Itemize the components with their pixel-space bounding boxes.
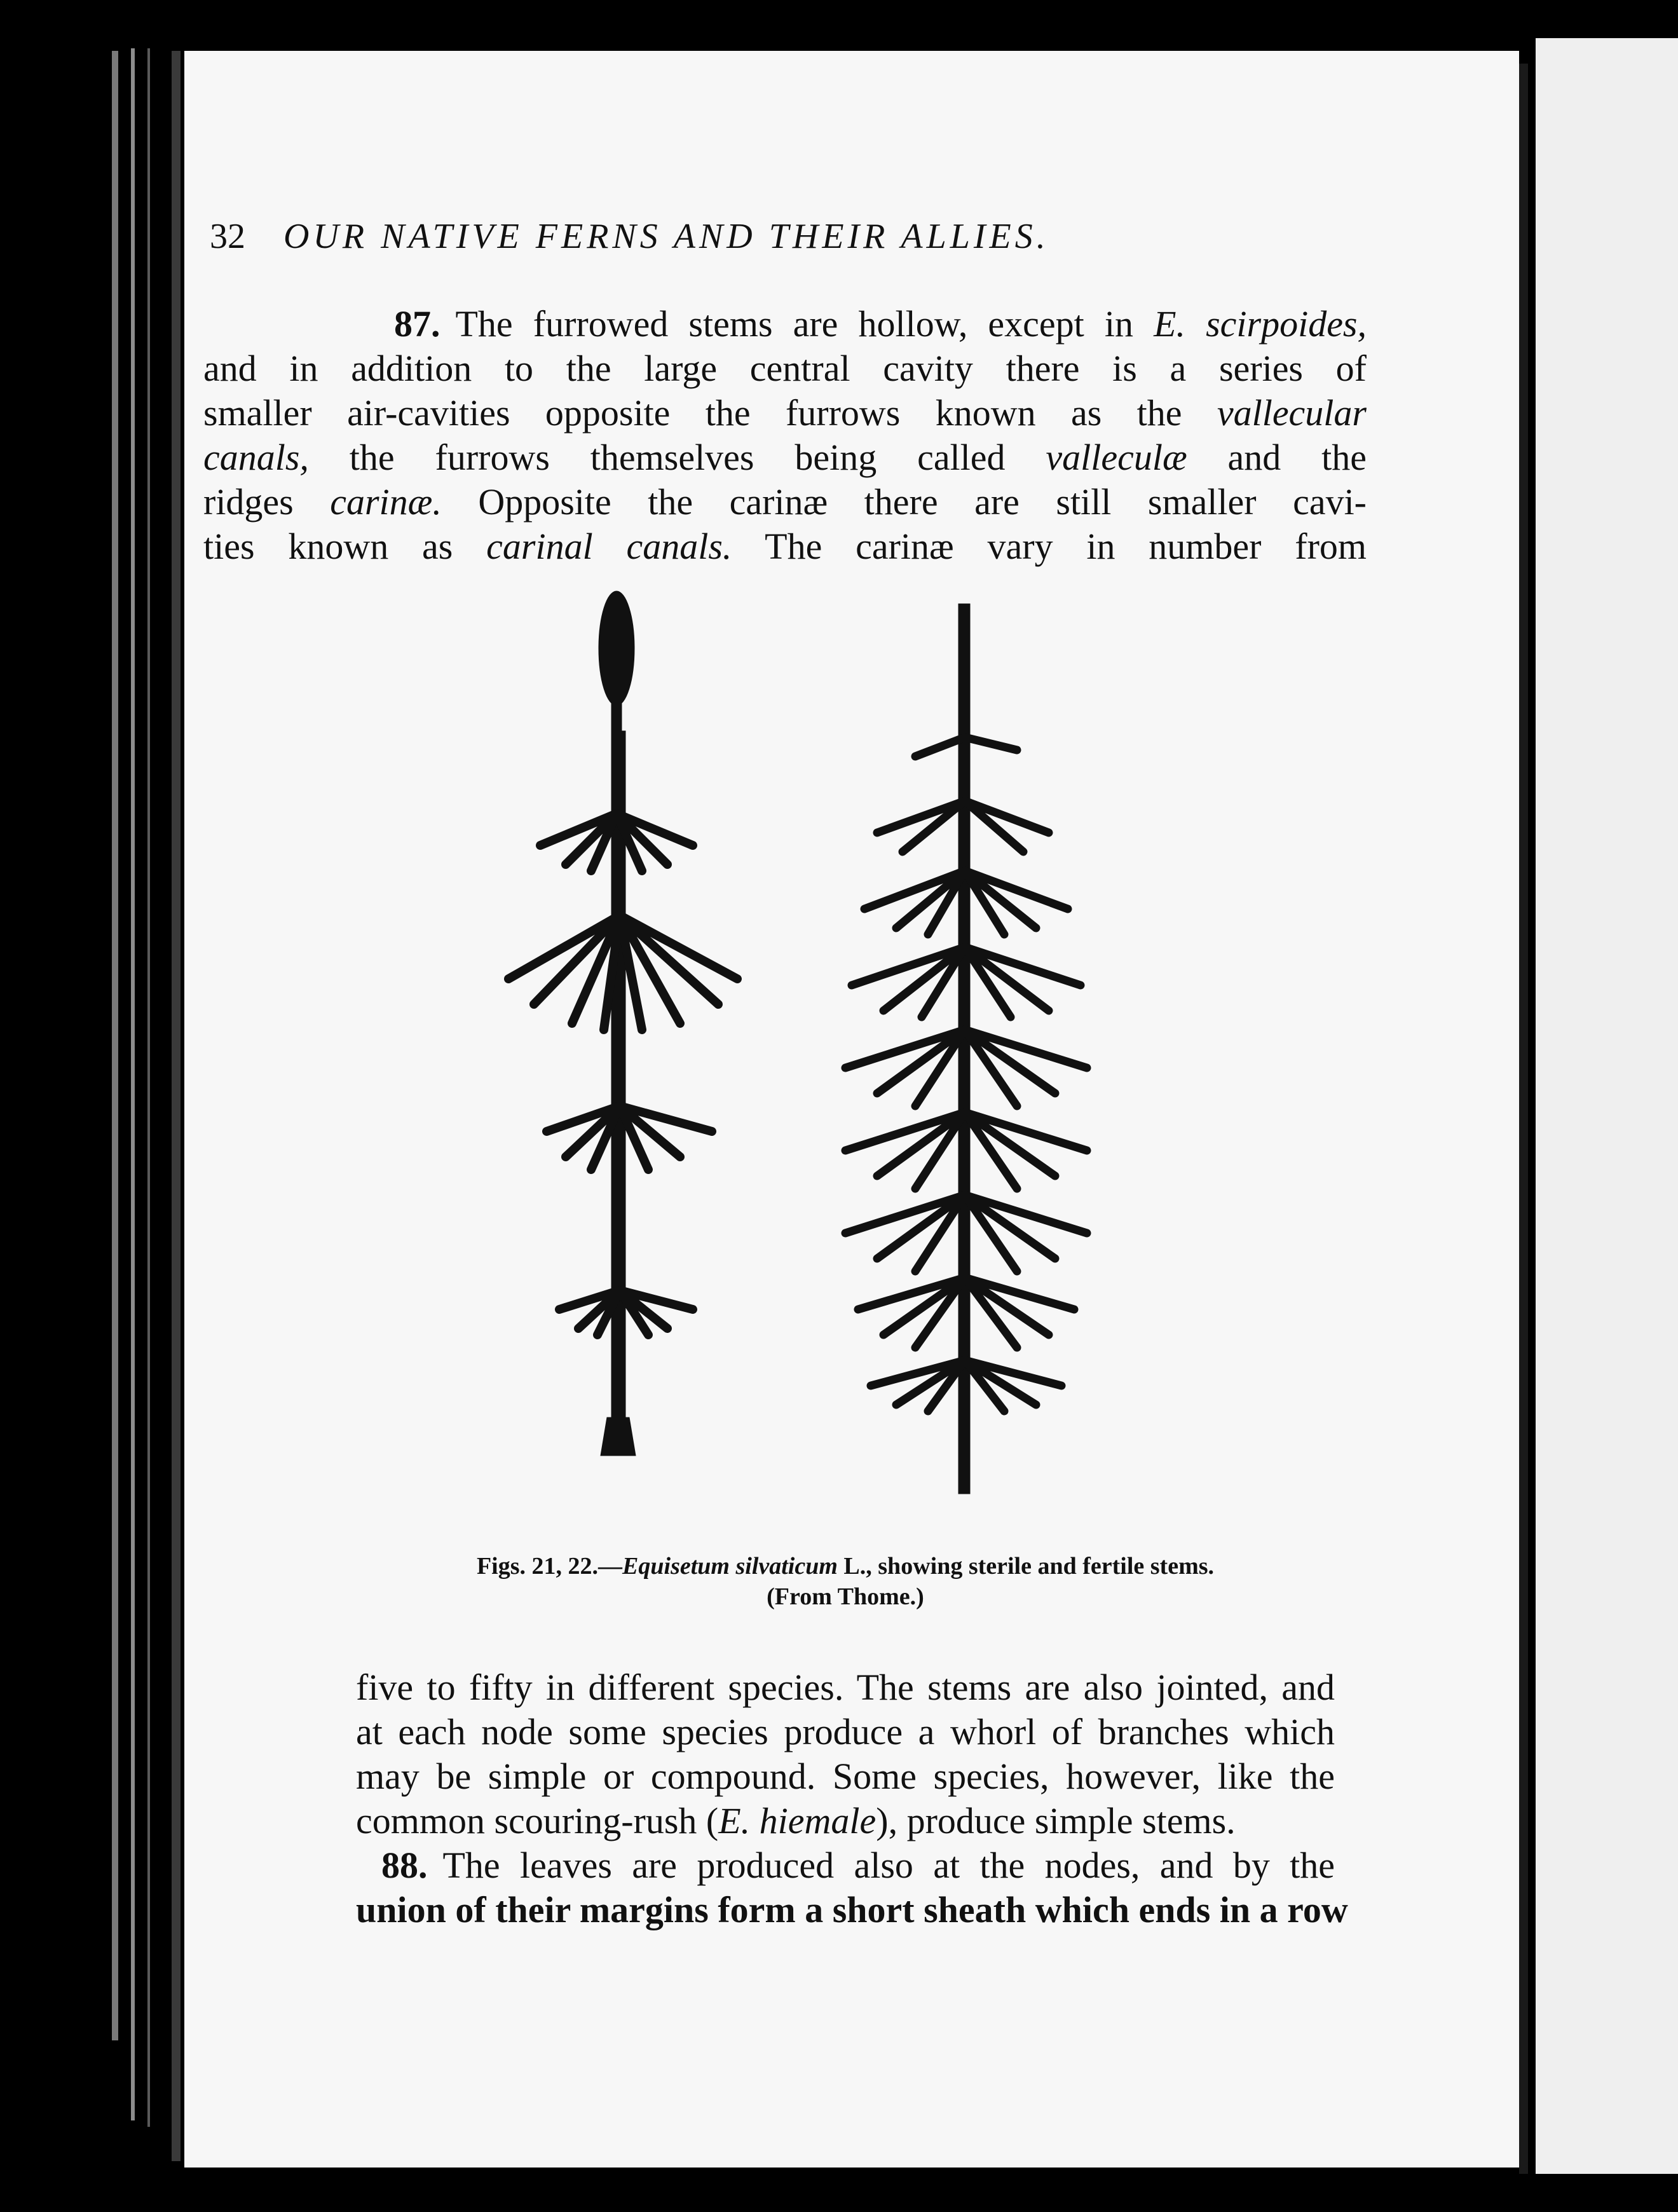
book-edge xyxy=(147,48,150,2127)
paragraph-87-line-6 xyxy=(203,524,1367,569)
italic-run: vallecular xyxy=(1217,392,1367,434)
running-header xyxy=(210,216,1354,257)
paragraph-87-line-5 xyxy=(203,480,1367,524)
continuation-line-1 xyxy=(356,1665,1335,1710)
italic-run: E. scirpoides, xyxy=(1154,303,1367,345)
book-edge xyxy=(131,48,135,2120)
italic-run: E. hiemale xyxy=(718,1800,877,1841)
paragraph-87-line-4 xyxy=(203,435,1367,480)
sterile-stem-figure xyxy=(845,604,1087,1494)
paragraph-88-line-2 xyxy=(356,1888,1348,1932)
book-edge xyxy=(112,51,118,2040)
text-run: may be simple or compound. Some species, however, like the xyxy=(356,1756,1335,1797)
continuation-line-4 xyxy=(356,1799,1236,1843)
text-run: ), produce simple stems. xyxy=(876,1800,1236,1841)
italic-run: Equisetum silvaticum xyxy=(622,1553,838,1580)
fertile-stem-figure xyxy=(508,591,737,1456)
running-title: OUR NATIVE FERNS AND THEIR ALLIES. xyxy=(283,217,1049,256)
text-run: Opposite the carinæ there are still smaller cavi- xyxy=(441,481,1367,522)
paragraph-87-line-1 xyxy=(394,302,1367,346)
facing-page-edge xyxy=(1536,38,1678,2174)
paragraph-87-line-2 xyxy=(203,346,1367,391)
text-run: the furrows themselves being called xyxy=(308,437,1046,478)
text-run: The leaves are produced also at the nodes, and by the xyxy=(442,1845,1335,1886)
text-run: The furrowed stems are hollow, except in xyxy=(455,303,1154,345)
paragraph-87-line-3 xyxy=(203,391,1367,435)
text-run: at each node some species produce a whorl of branches which xyxy=(356,1711,1335,1752)
text-run: smaller air-cavities opposite the furrows known as the xyxy=(203,392,1217,434)
text-run: and in addition to the large central cavity there is a series of xyxy=(203,348,1367,389)
continuation-line-3 xyxy=(356,1754,1335,1799)
caption-line-1 xyxy=(394,1551,1297,1581)
book-gutter xyxy=(1519,64,1528,2174)
italic-run: carinal canals. xyxy=(486,526,732,567)
italic-run: carinæ. xyxy=(330,481,442,522)
caption-line-2: (From Thome.) xyxy=(767,1583,924,1610)
text-run: ridges xyxy=(203,481,331,522)
text-run: union of their margins form a short sheath which ends in a row xyxy=(356,1889,1348,1930)
strobilus xyxy=(599,591,634,706)
paragraph-number: 88. xyxy=(381,1845,428,1886)
text-run: The carinæ vary in number from xyxy=(732,526,1367,567)
continuation-line-2 xyxy=(356,1710,1335,1754)
figure-caption xyxy=(394,1551,1297,1612)
text-run: L., showing sterile and fertile stems. xyxy=(837,1553,1215,1580)
text-run: and the xyxy=(1187,437,1367,478)
italic-run: valleculæ xyxy=(1046,437,1187,478)
paragraph-88-line-1 xyxy=(381,1843,1335,1888)
paragraph-number: 87. xyxy=(394,303,440,345)
equisetum-illustration xyxy=(470,572,1233,1564)
text-run: common scouring-rush ( xyxy=(356,1800,719,1841)
page-number: 32 xyxy=(210,217,245,256)
text-run: ties known as xyxy=(203,526,487,567)
text-run: five to fifty in different species. The stems are also jointed, and xyxy=(356,1667,1335,1708)
page-stack-edge xyxy=(172,51,181,2161)
text-run: Figs. 21, 22.— xyxy=(476,1553,623,1580)
italic-run: canals, xyxy=(203,437,309,478)
